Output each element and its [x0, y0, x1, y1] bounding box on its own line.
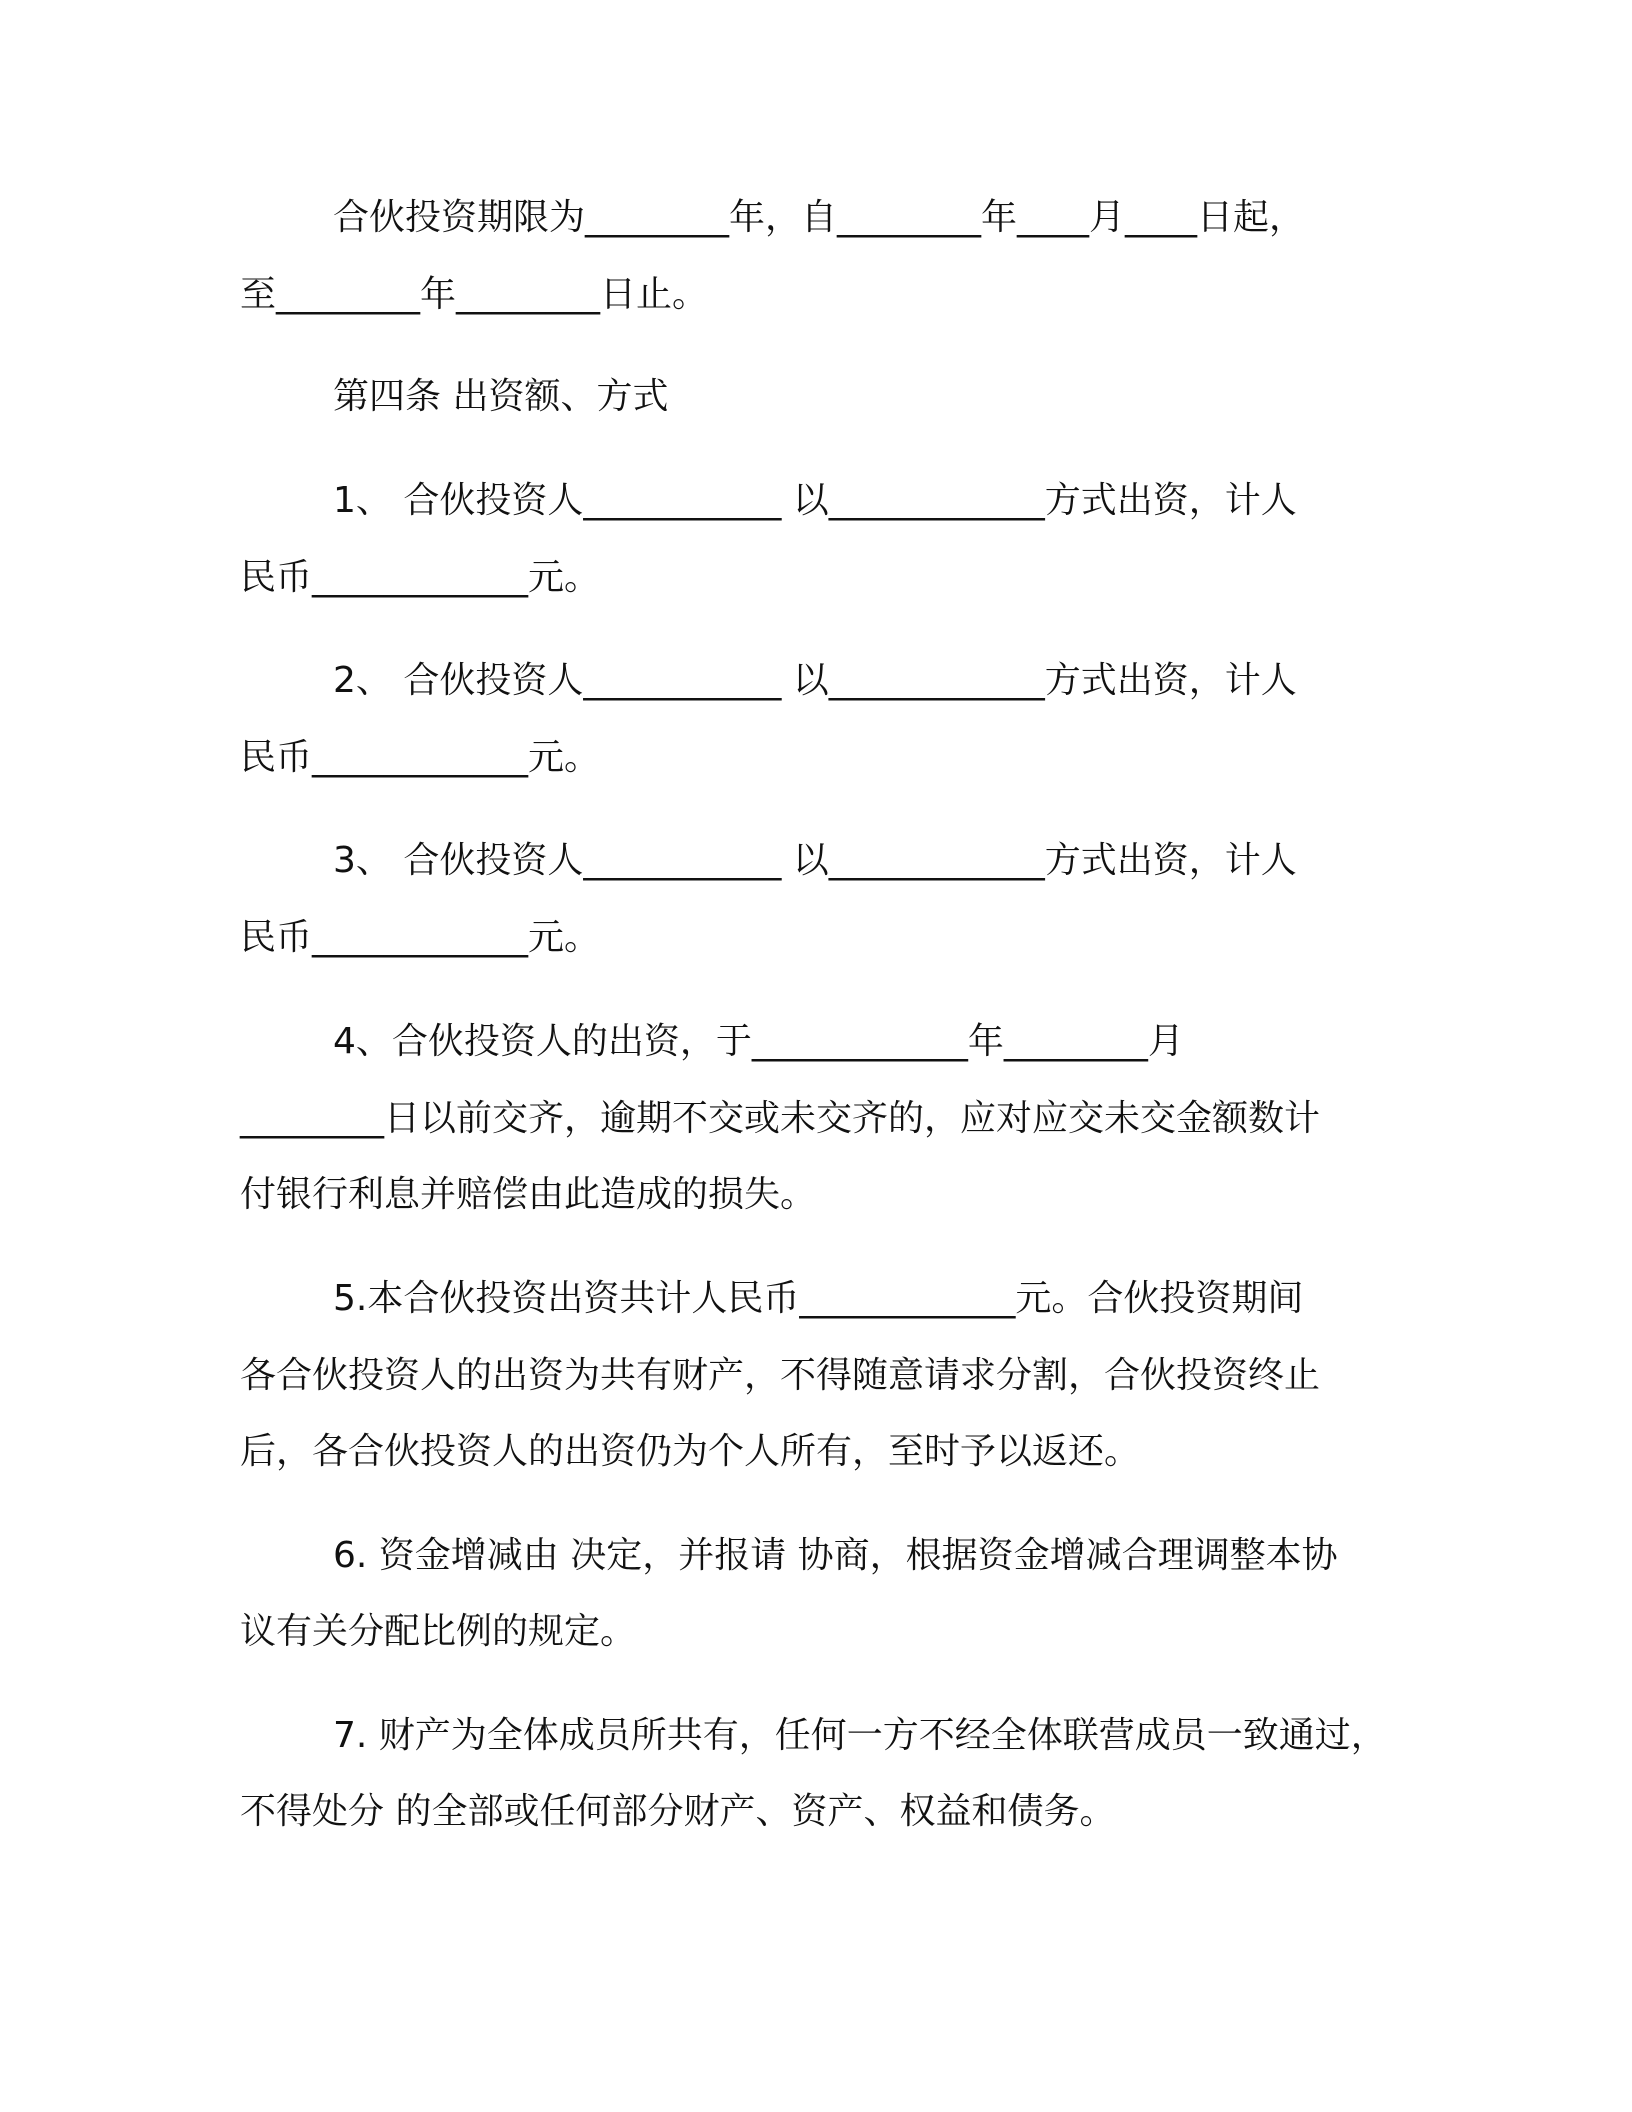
clause-3-line: 3、 合伙投资人___________ 以____________方式出资，计人 [333, 840, 1297, 881]
clause-4-line-2: ________日以前交齐，逾期不交或未交齐的，应对应交未交金额数计 [240, 1098, 1321, 1139]
clause-7-line-2: 不得处分 的全部或任何部分财产、资产、权益和债务。 [240, 1791, 1116, 1832]
clause-5-line-3: 后，各合伙投资人的出资仍为个人所有，至时予以返还。 [240, 1431, 1141, 1472]
clause-5-line-1: 5.本合伙投资出资共计人民币____________元。合伙投资期间 [333, 1278, 1304, 1319]
clause-7-line-1: 7. 财产为全体成员所共有，任何一方不经全体联营成员一致通过， [333, 1715, 1387, 1756]
article-four-heading: 第四条 出资额、方式 [333, 376, 669, 417]
clause-1-amount-line: 民币____________元。 [240, 557, 601, 598]
clause-3-amount-line: 民币____________元。 [240, 917, 601, 958]
clause-6-line-1: 6. 资金增减由 决定，并报请 协商，根据资金增减合理调整本协 [333, 1535, 1338, 1576]
clause-2-line: 2、 合伙投资人___________ 以____________方式出资，计人 [333, 660, 1297, 701]
clause-4-line-3: 付银行利息并赔偿由此造成的损失。 [240, 1174, 817, 1215]
term-period-line: 合伙投资期限为________年，自________年____月____日起， [333, 197, 1306, 238]
clause-5-line-2: 各合伙投资人的出资为共有财产，不得随意请求分割，合伙投资终止 [240, 1355, 1321, 1396]
clause-4-line-1: 4、合伙投资人的出资，于____________年________月 [333, 1021, 1184, 1062]
clause-6-line-2: 议有关分配比例的规定。 [240, 1611, 637, 1652]
clause-1-line: 1、 合伙投资人___________ 以____________方式出资，计人 [333, 480, 1297, 521]
term-end-line: 至________年________日止。 [240, 274, 709, 315]
clause-2-amount-line: 民币____________元。 [240, 737, 601, 778]
